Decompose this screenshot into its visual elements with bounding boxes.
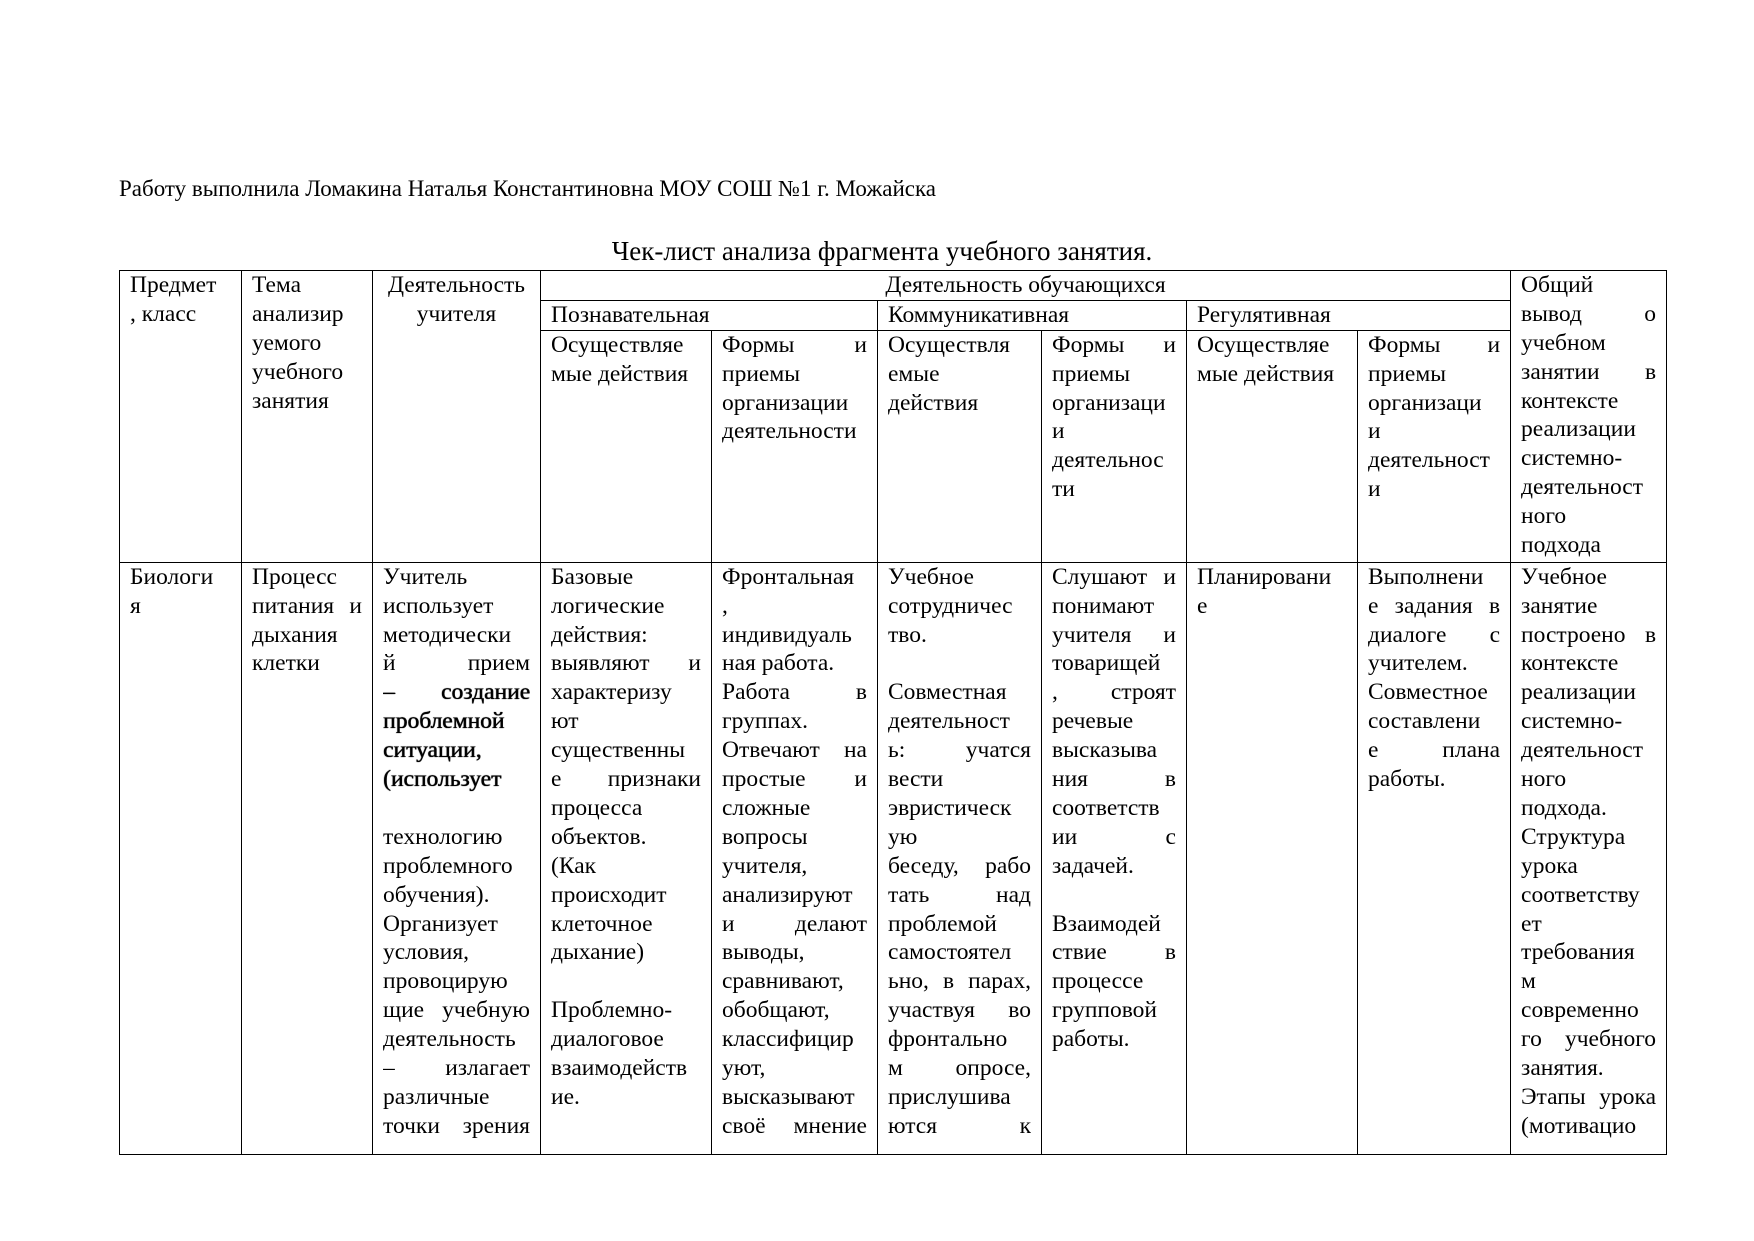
text-line: е плана: [1368, 737, 1501, 764]
text-line: Тема: [252, 272, 302, 298]
text-line: ются к: [888, 1112, 1031, 1139]
text-line: беседу, рабо: [888, 852, 1031, 879]
text-line: процессе: [1052, 968, 1144, 995]
text-line: существенны: [551, 737, 686, 764]
text-line: е задания в: [1368, 592, 1501, 619]
text-line: Процесс: [252, 563, 337, 590]
cell-cog-forms: [712, 562, 878, 1154]
text-line: занятия: [252, 387, 329, 414]
text-line: Взаимодей: [1052, 910, 1161, 937]
text-line: Формы и: [1052, 331, 1176, 358]
text-line: деятельност: [888, 708, 1010, 735]
text-line: ую: [888, 823, 918, 850]
text-line: и: [1368, 476, 1381, 503]
text-line: ,: [722, 592, 728, 619]
header-teacher: [373, 271, 541, 563]
text-line: понимают: [1052, 592, 1155, 619]
text-line: группах.: [722, 708, 809, 735]
text-line: учебном: [1521, 329, 1606, 356]
text-line: прислушива: [888, 1083, 1011, 1110]
text-line: Деятельность: [387, 272, 526, 298]
text-line: различные: [383, 1083, 490, 1110]
text-line: процесса: [551, 794, 643, 821]
text-line: учителя и: [1052, 621, 1176, 648]
header-communicative: Коммуникативная: [878, 300, 1187, 330]
text-line: щие учебную: [383, 997, 530, 1024]
text-line: объектов.: [551, 823, 647, 850]
text-line: Формы и: [1368, 331, 1501, 358]
text-line: ь: учатся: [888, 737, 1031, 764]
text-line: соответству: [1521, 881, 1640, 908]
header-conclusion: [1511, 271, 1667, 563]
text-line: Осуществляе: [551, 331, 684, 358]
text-line: обобщают,: [722, 997, 830, 1024]
text-line: ьно, в парах,: [888, 968, 1031, 995]
text-line: деятельности: [722, 418, 857, 445]
text-line: Учитель: [383, 563, 468, 590]
text-line: е признаки: [551, 766, 701, 793]
text-line: уют,: [722, 1054, 766, 1081]
header-topic: [242, 271, 373, 563]
text-line: точки зрения: [383, 1112, 530, 1139]
text-line: организаци: [1052, 389, 1166, 416]
text-line: ии с: [1052, 823, 1176, 850]
text-line: дыхания: [252, 621, 338, 648]
header-reg-actions: [1187, 330, 1358, 562]
text-line: [1521, 1141, 1656, 1154]
text-line: Организует: [383, 910, 498, 937]
text-line: [383, 1141, 530, 1154]
text-line: Общий: [1521, 272, 1594, 298]
text-line: диалоговое: [551, 1026, 664, 1053]
text-line: речевые: [1052, 708, 1134, 735]
text-line: ния в: [1052, 766, 1176, 793]
header-cog-actions: [541, 330, 712, 562]
text-line: ситуации,: [383, 737, 482, 764]
text-line: учителя: [416, 300, 497, 327]
text-line: ствие в: [1052, 939, 1176, 966]
text-line: занятии в: [1521, 358, 1657, 385]
text-line: ие.: [551, 1083, 580, 1110]
text-line: сложные: [722, 794, 811, 821]
text-line: м: [1521, 968, 1536, 995]
text-line: реализации: [1521, 679, 1636, 706]
header-cognitive: Познавательная: [541, 300, 878, 330]
text-line: контексте: [1521, 650, 1619, 677]
text-line: реализации: [1521, 416, 1636, 443]
text-line: ет: [1521, 910, 1542, 937]
text-line: анализируют: [722, 881, 853, 908]
text-line: , класс: [130, 300, 197, 327]
text-line: проблемной: [383, 708, 505, 735]
text-line: задачей.: [1052, 852, 1134, 879]
text-line: Совместная: [888, 679, 1007, 706]
text-line: составлени: [1368, 708, 1481, 735]
text-line: я: [130, 592, 141, 619]
text-line: соответств: [1052, 794, 1160, 821]
text-line: простые и: [722, 766, 867, 793]
text-line: Структура: [1521, 823, 1626, 850]
text-line: происходит: [551, 881, 667, 908]
text-line: своё мнение: [722, 1112, 867, 1139]
text-line: тать над: [888, 881, 1031, 908]
text-line: и: [1052, 418, 1065, 445]
text-line: организации: [722, 389, 849, 416]
text-line: использует: [383, 592, 494, 619]
text-line: учителя,: [722, 852, 808, 879]
text-line: [383, 794, 530, 823]
cell-reg-forms: [1358, 562, 1511, 1154]
header-subject: [120, 271, 242, 563]
header-students: Деятельность обучающихся: [541, 271, 1511, 301]
text-line: характеризу: [551, 679, 672, 706]
text-line: действия: [888, 389, 979, 416]
text-line: взаимодейств: [551, 1054, 688, 1081]
text-line: клетки: [252, 650, 320, 677]
text-line: высказывают: [722, 1083, 855, 1110]
text-line: вопросы: [722, 823, 808, 850]
author-line: Работу выполнила Ломакина Наталья Константиновна МОУ СОШ №1 г. Можайска: [119, 176, 937, 201]
text-line: ного: [1521, 503, 1567, 530]
text-line: деятельность: [383, 1026, 516, 1053]
blank-line: [551, 967, 701, 996]
text-line: Планировани: [1197, 563, 1332, 590]
text-line: уемого: [252, 329, 322, 356]
text-line: емые: [888, 360, 940, 387]
text-line: Осуществляе: [1197, 331, 1330, 358]
text-line: сотрудничес: [888, 592, 1013, 619]
text-line: е: [1197, 592, 1208, 619]
text-line: выводы,: [722, 939, 805, 966]
text-line: методически: [383, 621, 512, 648]
text-line: ная работа.: [722, 650, 835, 677]
text-line: Учебное: [1521, 563, 1607, 590]
text-line: приемы: [1052, 360, 1130, 387]
text-line: проблемой: [888, 910, 997, 937]
text-line: [722, 1141, 867, 1154]
text-line: клеточное: [551, 910, 653, 937]
cell-cog-actions: [541, 562, 712, 1154]
cell-com-actions: [878, 562, 1042, 1154]
text-line: требования: [1521, 939, 1635, 966]
text-line: вести: [888, 766, 944, 793]
text-line: деятельнос: [1052, 447, 1164, 474]
text-line: [888, 1141, 1031, 1154]
text-line: Работа в: [722, 679, 867, 706]
text-line: м опросе,: [888, 1054, 1031, 1081]
header-reg-forms: [1358, 330, 1511, 562]
text-line: деятельност: [1521, 737, 1643, 764]
text-line: системно-: [1521, 445, 1623, 472]
table-row: [120, 562, 1667, 1154]
text-line: питания и: [252, 592, 362, 619]
header-regulatory: Регулятивная: [1187, 300, 1511, 330]
document-title: Чек-лист анализа фрагмента учебного занятия.: [611, 236, 1153, 266]
text-line: Фронтальная: [722, 563, 855, 590]
text-line: товарищей: [1052, 650, 1161, 677]
text-line: й прием: [383, 650, 530, 677]
text-line: тво.: [888, 621, 927, 648]
text-line: занятия.: [1521, 1054, 1604, 1081]
text-line: построено в: [1521, 621, 1657, 648]
text-line: , строят: [1052, 679, 1176, 706]
cell-subject: [120, 562, 242, 1154]
text-line: подхода.: [1521, 794, 1607, 821]
text-line: ного: [1521, 766, 1567, 793]
text-line: диалоге с: [1368, 621, 1501, 648]
cell-com-forms: [1042, 562, 1187, 1154]
text-line: эвристическ: [888, 794, 1012, 821]
text-line: организаци: [1368, 389, 1482, 416]
text-line: Слушают и: [1052, 563, 1176, 590]
text-line: и делают: [722, 910, 867, 937]
text-line: самостоятел: [888, 939, 1012, 966]
text-line: Базовые: [551, 563, 634, 590]
text-line: вывод о: [1521, 300, 1657, 327]
text-line: го учебного: [1521, 1026, 1657, 1053]
text-line: индивидуаль: [722, 621, 852, 648]
text-line: мые действия: [551, 360, 689, 387]
blank-line: [888, 649, 1031, 678]
text-line: мые действия: [1197, 360, 1335, 387]
text-line: условия,: [383, 939, 470, 966]
text-line: фронтально: [888, 1026, 1008, 1053]
text-line: Отвечают на: [722, 737, 867, 764]
text-line: обучения).: [383, 881, 490, 908]
text-line: подхода: [1521, 532, 1601, 559]
text-line: проблемного: [383, 852, 513, 879]
text-line: – создание: [383, 679, 530, 706]
text-line: учебного: [252, 358, 344, 385]
cell-teacher: [373, 562, 541, 1154]
text-line: групповой: [1052, 997, 1157, 1024]
header-com-actions: [878, 330, 1042, 562]
header-cog-forms: [712, 330, 878, 562]
blank-line: [1052, 881, 1176, 910]
text-line: Проблемно-: [551, 997, 673, 1024]
cell-reg-actions: [1187, 562, 1358, 1154]
header-com-forms: [1042, 330, 1187, 562]
text-line: участвуя во: [888, 997, 1031, 1024]
text-line: (мотивацио: [1521, 1112, 1637, 1139]
text-line: Учебное: [888, 563, 974, 590]
text-line: высказыва: [1052, 737, 1158, 764]
text-line: Предмет: [130, 272, 217, 298]
text-line: сравнивают,: [722, 968, 844, 995]
text-line: действия:: [551, 621, 648, 648]
text-line: деятельност: [1521, 474, 1643, 501]
text-line: (использует: [383, 766, 502, 793]
text-line: учителем.: [1368, 650, 1468, 677]
text-line: ют: [551, 708, 579, 735]
text-line: занятие: [1521, 592, 1598, 619]
text-line: приемы: [722, 360, 800, 387]
checklist-table: [119, 270, 1667, 1155]
text-line: Осуществля: [888, 331, 1010, 358]
text-line: современно: [1521, 997, 1639, 1024]
cell-topic: [242, 562, 373, 1154]
text-line: и: [1368, 418, 1381, 445]
cell-conclusion: [1511, 562, 1667, 1154]
text-line: анализир: [252, 300, 344, 327]
text-line: работы.: [1052, 1026, 1130, 1053]
text-line: деятельност: [1368, 447, 1490, 474]
text-line: Биологи: [130, 563, 214, 590]
text-line: урока: [1521, 852, 1578, 879]
text-line: дыхание): [551, 939, 645, 966]
text-line: Этапы урока: [1521, 1083, 1657, 1110]
text-line: – излагает: [383, 1054, 530, 1081]
text-line: классифицир: [722, 1026, 854, 1053]
text-line: работы.: [1368, 766, 1446, 793]
text-line: технологию: [383, 823, 503, 850]
text-line: контексте: [1521, 387, 1619, 414]
text-line: Выполнени: [1368, 563, 1484, 590]
text-line: ти: [1052, 476, 1075, 503]
text-line: провоцирую: [383, 968, 508, 995]
text-line: выявляют и: [551, 650, 701, 677]
text-line: приемы: [1368, 360, 1446, 387]
text-line: (Как: [551, 852, 597, 879]
text-line: логические: [551, 592, 665, 619]
text-line: системно-: [1521, 708, 1623, 735]
text-line: Формы и: [722, 331, 867, 358]
text-line: Совместное: [1368, 679, 1488, 706]
